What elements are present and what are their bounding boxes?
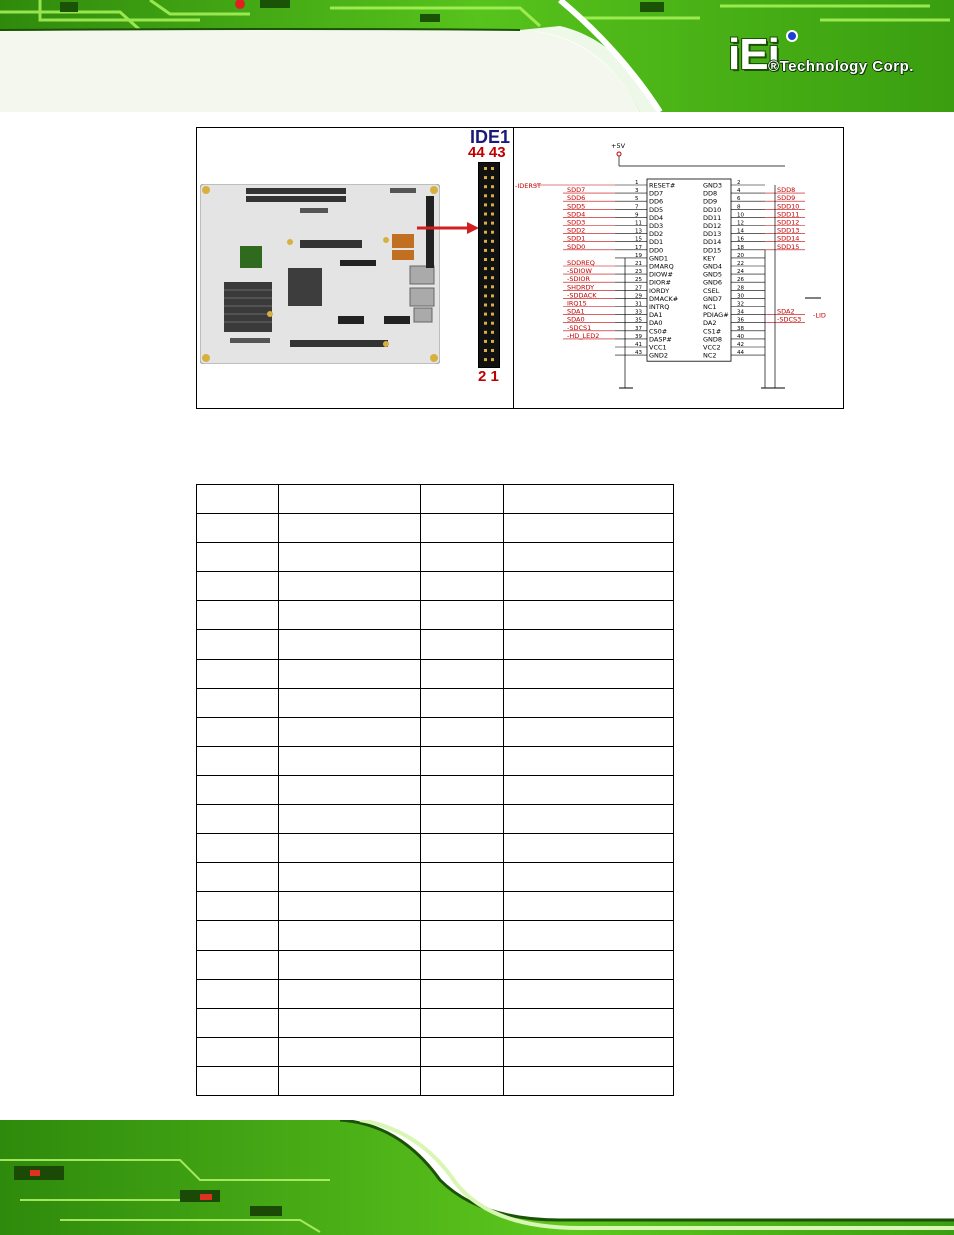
right-pin-name: DD15	[703, 246, 722, 255]
right-pin-number: 38	[737, 325, 744, 332]
connector-pin	[484, 285, 487, 288]
connector-pin	[491, 276, 494, 279]
table-cell	[420, 1008, 504, 1037]
table-cell	[504, 921, 674, 950]
connector-pin	[491, 285, 494, 288]
right-pin-name: GND4	[703, 262, 723, 271]
connector-pin	[484, 194, 487, 197]
right-net-label: SDD10	[777, 202, 800, 211]
left-pin-name: INTRQ	[649, 303, 670, 311]
right-pin-number: 12	[737, 220, 744, 227]
table-cell	[420, 543, 504, 572]
table-row	[197, 659, 674, 688]
table-cell	[504, 659, 674, 688]
table-cell	[278, 659, 420, 688]
right-net-label: SDD15	[777, 242, 800, 251]
ide-pinout-table	[196, 484, 674, 1096]
table-row	[197, 746, 674, 775]
right-pin-number: 24	[737, 269, 744, 276]
left-pin-name: CS0#	[649, 327, 668, 336]
table-cell	[504, 1008, 674, 1037]
right-pin-number: 32	[737, 301, 744, 308]
right-pin-name: GND8	[703, 335, 723, 344]
connector-pin	[491, 358, 494, 361]
table-cell	[197, 863, 279, 892]
right-pin-name: PDIAG#	[703, 311, 729, 320]
connector-pin	[484, 231, 487, 234]
left-pin-number: 1	[635, 180, 639, 186]
connector-pin	[484, 222, 487, 225]
table-row	[197, 717, 674, 746]
left-pin-number: 7	[635, 204, 639, 211]
connector-pin	[491, 304, 494, 307]
left-net-label: SDDREQ	[567, 259, 595, 267]
table-cell	[504, 834, 674, 863]
table-cell	[278, 572, 420, 601]
table-cell	[420, 921, 504, 950]
pointer-arrow-icon	[417, 220, 479, 236]
left-pin-name: DD3	[649, 222, 664, 230]
connector-pin	[491, 185, 494, 188]
connector-pin	[491, 322, 494, 325]
connector-pin	[491, 213, 494, 216]
table-cell	[197, 775, 279, 804]
connector-title: IDE1	[470, 127, 511, 147]
left-pin-name: DA1	[649, 311, 663, 320]
table-cell	[278, 950, 420, 979]
page-header-banner	[0, 0, 954, 112]
left-net-label: -SDIOW	[567, 267, 592, 276]
board-layout-image	[200, 184, 440, 364]
table-header-cell	[504, 485, 674, 514]
left-pin-name: RESET#	[649, 181, 676, 190]
table-cell	[197, 979, 279, 1008]
table-cell	[197, 659, 279, 688]
right-pin-number: 36	[737, 317, 744, 324]
table-cell	[278, 688, 420, 717]
table-cell	[197, 921, 279, 950]
table-cell	[504, 601, 674, 630]
connector-pin	[484, 176, 487, 179]
table-row	[197, 572, 674, 601]
table-cell	[504, 717, 674, 746]
right-pin-number: 40	[737, 333, 744, 340]
left-pin-number: 29	[635, 293, 642, 300]
table-cell	[504, 514, 674, 543]
left-net-label: SDD0	[567, 242, 586, 251]
table-cell	[278, 514, 420, 543]
right-pin-name: CS1#	[703, 327, 722, 336]
table-cell	[278, 863, 420, 892]
company-logo	[662, 30, 922, 90]
right-pin-name: CSEL	[703, 286, 720, 295]
connector-pin	[484, 331, 487, 334]
right-pin-name: VCC2	[703, 343, 721, 352]
connector-pins-graphic	[479, 163, 499, 367]
connector-pin	[484, 313, 487, 316]
right-net-label: SDD8	[777, 186, 796, 195]
connector-pin	[491, 249, 494, 252]
lid-net-label: -LID	[813, 311, 826, 320]
table-row	[197, 514, 674, 543]
table-cell	[278, 1008, 420, 1037]
table-cell	[420, 805, 504, 834]
table-cell	[504, 543, 674, 572]
table-cell	[420, 892, 504, 921]
right-pin-number: 22	[737, 261, 744, 267]
table-row	[197, 485, 674, 514]
table-cell	[278, 543, 420, 572]
right-net-label: SDA2	[777, 307, 795, 316]
left-pin-number: 17	[635, 244, 642, 251]
left-pin-number: 33	[635, 309, 642, 316]
left-pin-name: DD7	[649, 189, 664, 198]
right-pin-number: 14	[737, 228, 744, 235]
table-cell	[278, 805, 420, 834]
table-cell	[420, 688, 504, 717]
connector-pin	[491, 176, 494, 179]
left-pin-number: 27	[635, 285, 642, 292]
table-header-cell	[420, 485, 504, 514]
left-net-label: SDD6	[567, 194, 586, 203]
connector-pin	[484, 358, 487, 361]
table-cell	[504, 775, 674, 804]
right-pin-name: DA2	[703, 319, 717, 328]
pin-numbers-top: 44 43	[468, 144, 506, 161]
right-pin-number: 16	[737, 236, 744, 243]
right-pin-name: KEY	[703, 254, 716, 263]
table-cell	[278, 1066, 420, 1095]
right-pin-name: NC1	[703, 303, 717, 311]
table-cell	[278, 892, 420, 921]
table-row	[197, 950, 674, 979]
right-pin-name: DD11	[703, 213, 722, 222]
connector-pin	[491, 240, 494, 243]
left-pin-number: 31	[635, 301, 642, 308]
connector-pin	[484, 304, 487, 307]
left-pin-name: DD0	[649, 246, 664, 255]
left-net-label: SDD3	[567, 218, 586, 227]
table-cell	[197, 630, 279, 659]
connector-pin	[484, 267, 487, 270]
table-cell	[197, 717, 279, 746]
table-cell	[504, 746, 674, 775]
table-header-cell	[278, 485, 420, 514]
table-cell	[197, 514, 279, 543]
left-pin-number: 19	[635, 252, 642, 259]
right-pin-number: 6	[737, 196, 741, 203]
table-cell	[278, 775, 420, 804]
ide-connector-header	[478, 162, 500, 368]
table-cell	[197, 834, 279, 863]
connector-pin	[484, 294, 487, 297]
left-net-label: -HD_LED2	[567, 331, 600, 340]
table-row	[197, 1008, 674, 1037]
left-pin-name: GND2	[649, 351, 669, 360]
connector-pin	[491, 331, 494, 334]
left-net-label: SDD5	[567, 202, 586, 211]
right-pin-name: DD14	[703, 238, 722, 247]
table-cell	[278, 601, 420, 630]
connector-pin	[491, 267, 494, 270]
right-pin-number: 18	[737, 244, 744, 251]
left-pin-name: DMACK#	[649, 294, 679, 303]
right-pin-number: 20	[737, 252, 744, 259]
power-node	[617, 152, 621, 156]
right-pin-number: 28	[737, 285, 744, 292]
pin-numbers-bottom: 2 1	[478, 368, 499, 385]
table-row	[197, 775, 674, 804]
right-pin-name: GND5	[703, 270, 723, 279]
table-cell	[420, 630, 504, 659]
table-cell	[504, 1037, 674, 1066]
table-cell	[504, 979, 674, 1008]
table-cell	[420, 514, 504, 543]
left-net-label: IRQ15	[567, 299, 587, 308]
table-cell	[197, 892, 279, 921]
table-cell	[420, 863, 504, 892]
right-pin-number: 34	[737, 309, 744, 316]
connector-pin	[484, 240, 487, 243]
left-pin-name: DMARQ	[649, 262, 674, 271]
table-cell	[504, 950, 674, 979]
connector-pin	[491, 194, 494, 197]
left-pin-number: 25	[635, 277, 642, 284]
connector-pin	[484, 258, 487, 261]
table-cell	[420, 601, 504, 630]
table-cell	[420, 775, 504, 804]
left-pin-name: DD6	[649, 197, 664, 206]
left-pin-name: DASP#	[649, 335, 672, 344]
table-row	[197, 834, 674, 863]
connector-pin	[484, 203, 487, 206]
table-row	[197, 1066, 674, 1095]
right-pin-number: 42	[737, 342, 744, 348]
table-cell	[504, 863, 674, 892]
left-net-label: SDA0	[567, 315, 585, 324]
table-row	[197, 543, 674, 572]
table-row	[197, 892, 674, 921]
left-pin-number: 21	[635, 261, 642, 267]
right-pin-number: 30	[737, 293, 744, 300]
table-row	[197, 863, 674, 892]
right-pin-name: DD8	[703, 189, 718, 198]
table-cell	[420, 1066, 504, 1095]
table-cell	[278, 979, 420, 1008]
connector-pin	[491, 294, 494, 297]
right-pin-number: 4	[737, 188, 741, 195]
right-net-label: SDD11	[777, 210, 800, 219]
left-net-label: SDD4	[567, 210, 586, 219]
left-pin-name: DD5	[649, 205, 664, 214]
reset-net-label: -IDERST	[515, 182, 541, 190]
logo-dot-icon	[786, 30, 798, 42]
left-pin-number: 13	[635, 228, 642, 235]
right-pin-number: 10	[737, 212, 744, 219]
left-pin-name: DD2	[649, 230, 664, 239]
right-net-label: SDD9	[777, 194, 796, 203]
right-pin-name: DD9	[703, 197, 718, 206]
table-cell	[420, 659, 504, 688]
connector-pin	[484, 249, 487, 252]
left-pin-number: 43	[635, 350, 642, 357]
table-cell	[278, 921, 420, 950]
connector-pin	[484, 213, 487, 216]
left-net-label: -SDCS1	[567, 323, 592, 332]
right-pin-number: 26	[737, 277, 744, 284]
circuit-board-footer-graphic	[0, 1120, 954, 1235]
left-net-label: SDD1	[567, 234, 586, 243]
right-pin-number: 8	[737, 204, 741, 211]
right-pin-name: DD13	[703, 230, 722, 239]
table-cell	[197, 950, 279, 979]
connector-pin	[491, 340, 494, 343]
table-cell	[504, 805, 674, 834]
right-pin-name: GND7	[703, 294, 723, 303]
table-row	[197, 688, 674, 717]
table-cell	[197, 543, 279, 572]
left-pin-name: DIOR#	[649, 278, 672, 287]
table-header-cell	[197, 485, 279, 514]
left-pin-number: 37	[635, 325, 642, 332]
right-net-label: SDD13	[777, 226, 800, 235]
connector-pin	[491, 222, 494, 225]
left-pin-name: IORDY	[649, 286, 670, 295]
table-cell	[420, 572, 504, 601]
connector-pin	[491, 349, 494, 352]
connector-pin	[491, 313, 494, 316]
left-pin-name: GND1	[649, 254, 669, 263]
table-row	[197, 979, 674, 1008]
table-cell	[278, 1037, 420, 1066]
table-cell	[278, 746, 420, 775]
connector-pin	[484, 322, 487, 325]
table-cell	[420, 746, 504, 775]
connector-pin	[484, 276, 487, 279]
left-pin-name: DIOW#	[649, 270, 673, 279]
right-pin-name: GND6	[703, 278, 723, 287]
left-pin-number: 5	[635, 196, 639, 203]
table-cell	[197, 572, 279, 601]
connector-pin	[491, 167, 494, 170]
right-net-label: -SDCS3	[777, 315, 802, 324]
company-name: ®Technology Corp.	[768, 58, 914, 75]
table-cell	[504, 892, 674, 921]
table-cell	[197, 746, 279, 775]
table-row	[197, 921, 674, 950]
left-pin-number: 3	[635, 188, 639, 195]
left-pin-name: DD4	[649, 213, 664, 222]
left-net-label: -SDIOR	[567, 275, 591, 284]
ide-schematic-diagram	[515, 138, 841, 406]
left-net-label: SDD7	[567, 186, 586, 195]
table-cell	[504, 688, 674, 717]
left-pin-number: 15	[635, 236, 642, 243]
table-cell	[278, 834, 420, 863]
table-cell	[197, 1008, 279, 1037]
connector-pin	[484, 340, 487, 343]
left-pin-number: 39	[635, 333, 642, 340]
connector-pin	[491, 258, 494, 261]
connector-pin	[491, 231, 494, 234]
table-cell	[278, 630, 420, 659]
ide-connector-figure	[196, 127, 844, 409]
left-pin-number: 23	[635, 269, 642, 276]
table-cell	[504, 630, 674, 659]
power-label: +5V	[611, 142, 626, 150]
left-pin-name: DD1	[649, 238, 664, 247]
right-pin-name: DD10	[703, 205, 722, 214]
left-pin-number: 11	[635, 220, 642, 227]
connector-pin	[484, 167, 487, 170]
connector-pin	[491, 203, 494, 206]
left-pin-name: VCC1	[649, 343, 667, 352]
connector-pin	[484, 349, 487, 352]
left-pin-number: 35	[635, 317, 642, 324]
left-net-label: -SDDACK	[567, 291, 597, 300]
left-net-label: SHDRDY	[567, 283, 595, 292]
left-pin-name: DA0	[649, 319, 663, 328]
left-net-label: SDA1	[567, 307, 585, 316]
right-pin-number: 2	[737, 180, 741, 186]
table-cell	[420, 834, 504, 863]
left-net-label: SDD2	[567, 226, 586, 235]
right-net-label: SDD14	[777, 234, 800, 243]
iei-logo-mark: iEi	[728, 30, 779, 79]
right-pin-number: 44	[737, 350, 744, 357]
left-pin-number: 41	[635, 342, 642, 348]
table-cell	[197, 1037, 279, 1066]
table-cell	[504, 572, 674, 601]
table-cell	[278, 717, 420, 746]
left-pin-number: 9	[635, 212, 639, 219]
table-cell	[197, 805, 279, 834]
table-cell	[197, 688, 279, 717]
table-cell	[504, 1066, 674, 1095]
table-cell	[197, 601, 279, 630]
table-row	[197, 805, 674, 834]
right-pin-name: DD12	[703, 222, 722, 230]
table-row	[197, 601, 674, 630]
right-pin-name: NC2	[703, 351, 717, 360]
table-cell	[197, 1066, 279, 1095]
table-row	[197, 1037, 674, 1066]
table-cell	[420, 950, 504, 979]
right-pin-name: GND3	[703, 181, 723, 190]
table-cell	[420, 1037, 504, 1066]
table-row	[197, 630, 674, 659]
right-net-label: SDD12	[777, 218, 800, 227]
table-cell	[420, 717, 504, 746]
page-footer-banner	[0, 1120, 954, 1235]
table-cell	[420, 979, 504, 1008]
connector-pin	[484, 185, 487, 188]
figure-divider	[513, 128, 514, 408]
